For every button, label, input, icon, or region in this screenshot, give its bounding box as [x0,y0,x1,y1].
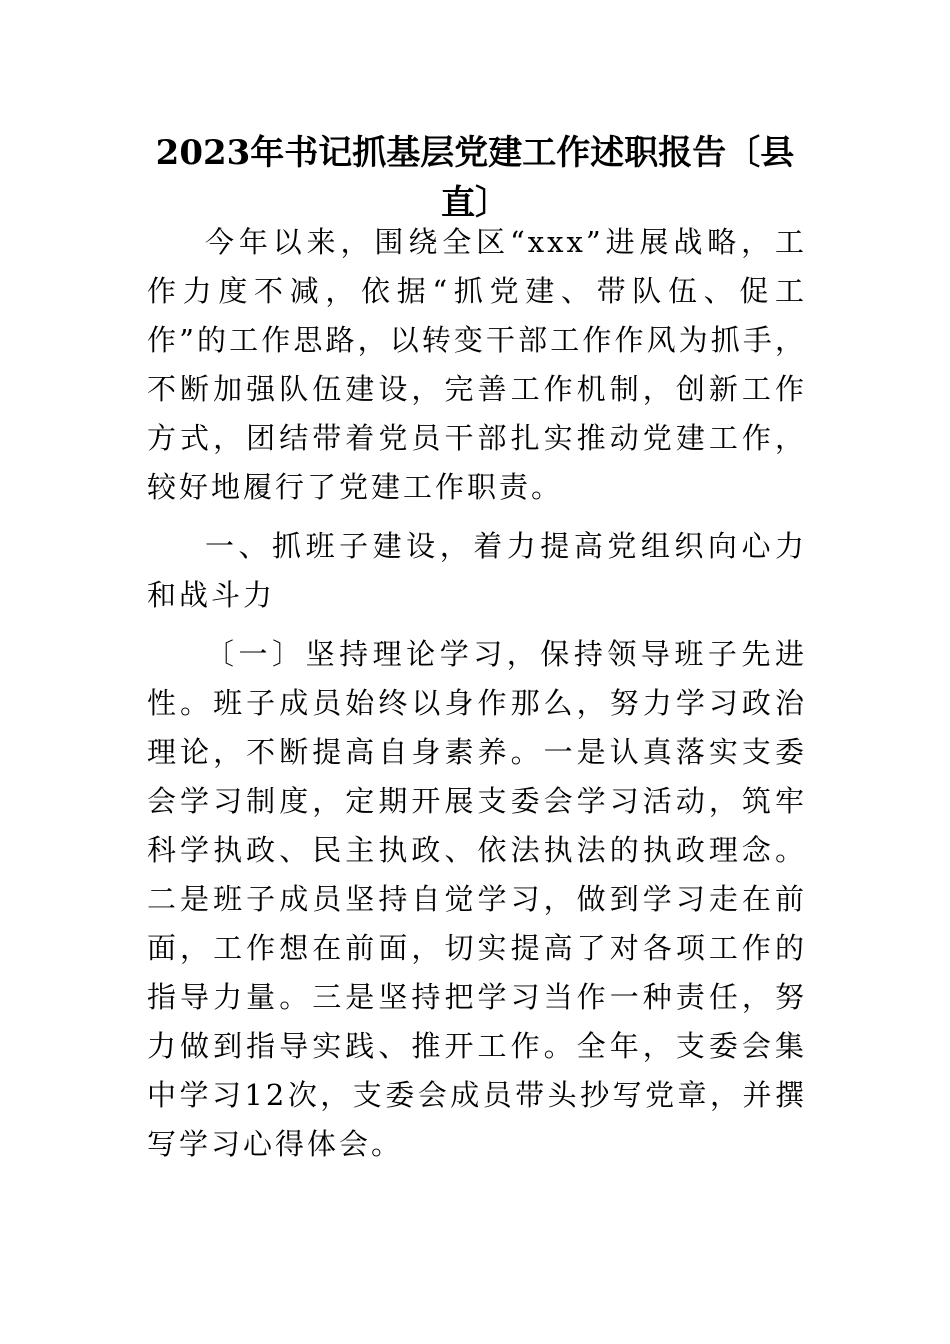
section-heading: 一、抓班子建设，着力提高党组织向心力和战斗力 [147,529,807,612]
document-body [147,218,807,1169]
intro-paragraph: 今年以来，围绕全区“xxx”进展战略，工作力度不减，依据“抓党建、带队伍、促工作”的工作思路，以转变干部工作作风为抓手，不断加强队伍建设，完善工作机制，创新工作方式，团结带着党员干部扎实推动党建工作，较好地履行了党建工作职责。 [147,225,807,504]
subsection-paragraph: 〔一〕坚持理论学习，保持领导班子先进性。班子成员始终以身作那么，努力学习政治理论，不断提高自身素养。一是认真落实支委会学习制度，定期开展支委会学习活动，筑牢科学执政、民主执政、依法执法的执政理念。二是班子成员坚持自觉学习，做到学习走在前面，工作想在前面，切实提高了对各项工作的指导力量。三是坚持把学习当作一种责任，努力做到指导实践、推开工作。全年，支委会集中学习12次，支委会成员带头抄写党章，并撰写学习心得体会。 [147,637,807,1161]
document-title: 2023年书记抓基层党建工作述职报告〔县直〕 [155,133,795,223]
